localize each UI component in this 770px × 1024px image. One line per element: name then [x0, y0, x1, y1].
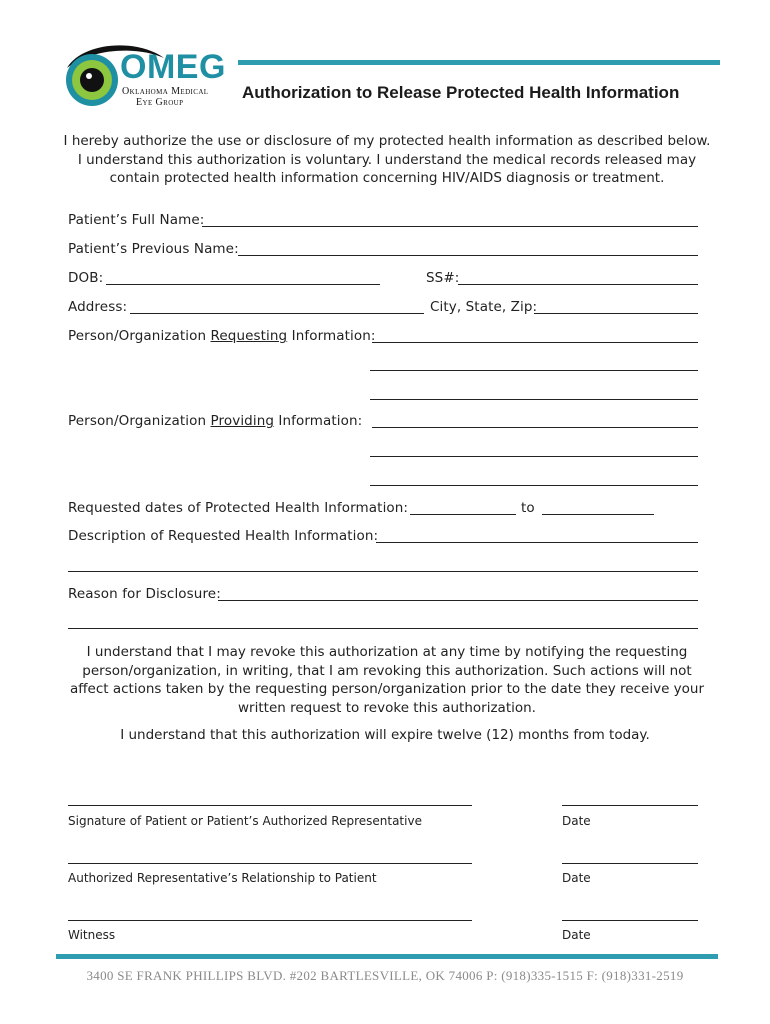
footer-address: 3400 SE FRANK PHILLIPS BLVD. #202 BARTLESVILLE, OK 74006 P: (918)335-1515 F: (918)331-2519: [86, 968, 684, 983]
dob-label: DOB:: [68, 270, 104, 286]
logo-line-1: Oklahoma Medical: [122, 86, 209, 97]
address-label: Address:: [68, 299, 128, 315]
patient-signature-date-field[interactable]: [562, 805, 698, 806]
date-to-field[interactable]: [542, 514, 654, 515]
city-state-zip-label: City, State, Zip:: [430, 299, 538, 315]
address-field[interactable]: [130, 313, 424, 314]
description-field-1[interactable]: [376, 542, 698, 543]
witness-date-label: Date: [562, 928, 591, 942]
reason-field-2[interactable]: [68, 628, 698, 629]
requesting-label-emphasis: Requesting: [210, 328, 288, 344]
requesting-field-3[interactable]: [370, 399, 698, 400]
witness-label: Witness: [68, 928, 116, 942]
providing-field-3[interactable]: [370, 485, 698, 486]
revoke-paragraph: I understand that I may revoke this authorization at any time by notifying the requesting person/organization, in writing, that I am revoking this authorization. Such actions will not affect actions taken by the requesting person/organization prior to the date they receive your written request to revoke this authorization.: [69, 644, 705, 716]
relationship-field[interactable]: [68, 863, 472, 864]
previous-name-label: Patient’s Previous Name:: [68, 241, 239, 257]
relationship-label: Authorized Representative’s Relationship to Patient: [68, 871, 377, 885]
header-accent-bar: [238, 60, 720, 65]
requesting-label-post: Information:: [287, 328, 376, 344]
logo-line-2: Eye Group: [136, 97, 184, 108]
patient-signature-label: Signature of Patient or Patient’s Authorized Representative: [68, 814, 422, 828]
providing-label: [68, 413, 362, 429]
city-state-zip-field[interactable]: [534, 313, 698, 314]
description-field-2[interactable]: [68, 571, 698, 572]
dob-field[interactable]: [106, 284, 380, 285]
witness-date-field[interactable]: [562, 920, 698, 921]
reason-field-1[interactable]: [218, 600, 698, 601]
providing-label-pre: Person/Organization: [68, 413, 211, 429]
intro-paragraph: I hereby authorize the use or disclosure of my protected health information as described below. I understand this authorization is voluntary. I understand the medical records released may contain protected health information concerning HIV/AIDS diagnosis or treatment.: [63, 133, 711, 186]
form-title: Authorization to Release Protected Health Information: [242, 83, 680, 102]
ss-field[interactable]: [458, 284, 698, 285]
logo-brand: OMEG: [120, 48, 226, 86]
requesting-label: [68, 328, 376, 344]
full-name-label: Patient’s Full Name:: [68, 212, 205, 228]
ss-label: SS#:: [426, 270, 460, 286]
description-label: Description of Requested Health Information:: [68, 528, 379, 544]
requested-dates-label: Requested dates of Protected Health Information:: [68, 500, 409, 516]
providing-field-2[interactable]: [370, 456, 698, 457]
previous-name-field[interactable]: [238, 255, 698, 256]
expire-sentence: I understand that this authorization will expire twelve (12) months from today.: [120, 727, 650, 743]
full-name-field[interactable]: [202, 226, 698, 227]
patient-signature-field[interactable]: [68, 805, 472, 806]
requesting-label-pre: Person/Organization: [68, 328, 211, 344]
providing-label-post: Information:: [274, 413, 363, 429]
providing-field-1[interactable]: [372, 427, 698, 428]
relationship-date-label: Date: [562, 871, 591, 885]
date-from-field[interactable]: [410, 514, 516, 515]
reason-label: Reason for Disclosure:: [68, 586, 221, 602]
witness-field[interactable]: [68, 920, 472, 921]
footer-accent-bar: [56, 954, 718, 959]
relationship-date-field[interactable]: [562, 863, 698, 864]
patient-signature-date-label: Date: [562, 814, 591, 828]
requesting-field-1[interactable]: [372, 342, 698, 343]
date-to-label: to: [521, 500, 535, 516]
providing-label-emphasis: Providing: [210, 413, 275, 429]
requesting-field-2[interactable]: [370, 370, 698, 371]
